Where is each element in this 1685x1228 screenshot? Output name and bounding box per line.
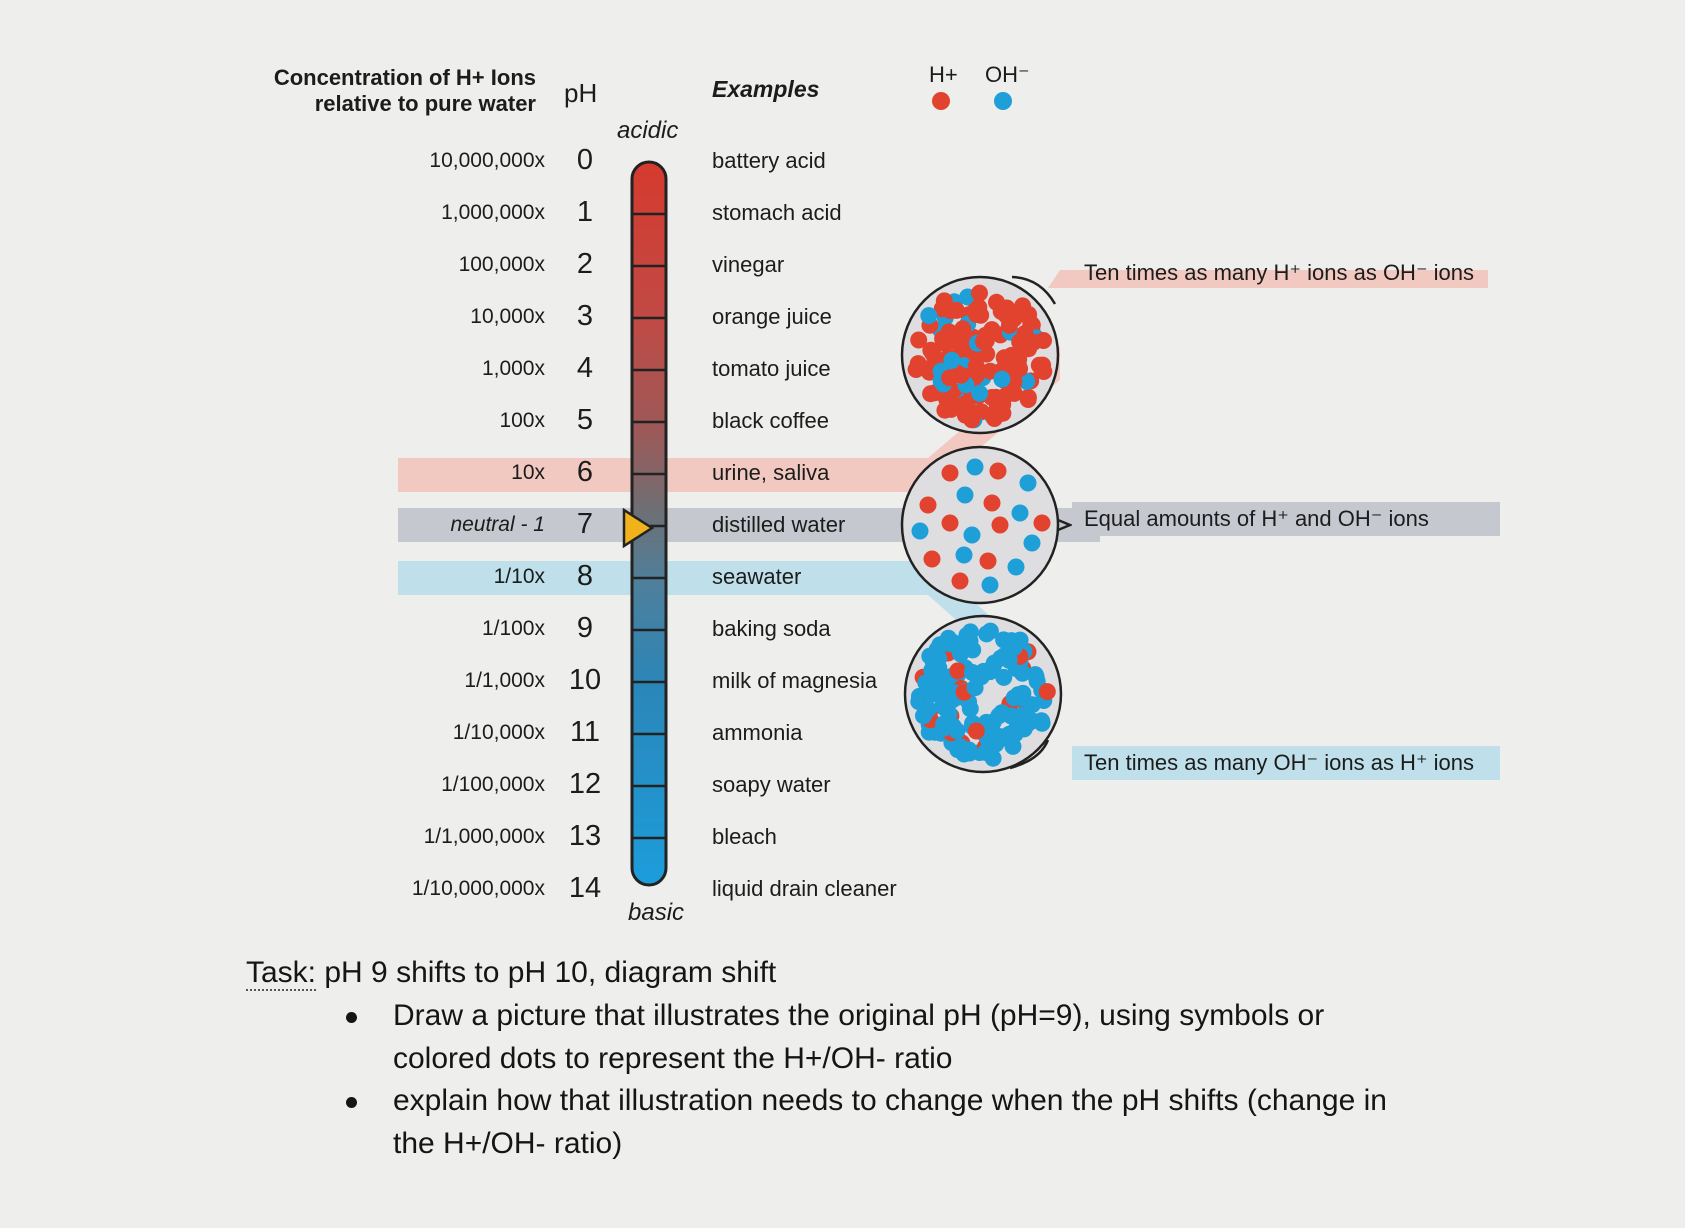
- task-label: Task:: [246, 956, 317, 989]
- example-ph-7: distilled water: [712, 512, 846, 537]
- ph-value-13: 13: [568, 820, 602, 852]
- ph-value-10: 10: [568, 664, 602, 696]
- concentration-ph-8: 1/10x: [493, 565, 545, 588]
- h-ion-dot: [941, 369, 958, 386]
- example-ph-13: bleach: [712, 824, 777, 849]
- oh-ion-dot: [1027, 666, 1044, 683]
- ph-value-14: 14: [568, 872, 602, 904]
- example-ph-6: urine, saliva: [712, 460, 830, 485]
- h-ion-dot: [958, 395, 975, 412]
- oh-ion-dot: [962, 700, 979, 717]
- concentration-ph-10: 1/1,000x: [464, 669, 545, 692]
- base-note: Ten times as many OH⁻ ions as H⁺ ions: [1072, 746, 1500, 780]
- oh-ion-dot: [921, 684, 938, 701]
- h-ion-dot: [969, 361, 986, 378]
- bullet-dot-2: [346, 1097, 357, 1108]
- oh-ion-dot: [1001, 726, 1018, 743]
- h-ion-dot: [1039, 683, 1056, 700]
- examples-header: Examples: [712, 76, 820, 102]
- acid-circle: [902, 277, 1058, 433]
- h-ion-dot: [963, 411, 980, 428]
- task-bullet-2-line-1: explain how that illustration needs to change when the pH shifts (change in: [393, 1084, 1387, 1117]
- ph-value-3: 3: [576, 300, 594, 332]
- concentration-ph-1: 1,000,000x: [441, 201, 545, 224]
- concentration-ph-13: 1/1,000,000x: [423, 825, 545, 848]
- task-bullet-1-line-1: Draw a picture that illustrates the original pH (pH=9), using symbols or: [393, 999, 1325, 1032]
- example-ph-2: vinegar: [712, 252, 785, 277]
- concentration-ph-3: 10,000x: [470, 305, 545, 328]
- oh-ion-dot: [967, 679, 984, 696]
- h-ion-dot: [942, 515, 959, 532]
- oh-ion-dot: [920, 307, 937, 324]
- ph-value-2: 2: [576, 248, 594, 280]
- h-ion-dot: [942, 465, 959, 482]
- h-ion-dot: [949, 662, 966, 679]
- h-ion-dot: [948, 302, 965, 319]
- h-ion-dot: [1014, 297, 1031, 314]
- concentration-ph-12: 1/100,000x: [441, 773, 545, 796]
- h-ion-dot: [970, 299, 987, 316]
- concentration-ph-0: 10,000,000x: [429, 149, 545, 172]
- oh-ion-dot: [956, 547, 973, 564]
- oh-ion-dot: [1024, 535, 1041, 552]
- concentration-ph-9: 1/100x: [481, 617, 545, 640]
- oh-ion-dot: [952, 738, 969, 755]
- ph-value-9: 9: [576, 612, 594, 644]
- task-bullet-1-line-2: colored dots to represent the H+/OH- ratio: [393, 1042, 953, 1075]
- oh-ion-dot: [935, 716, 952, 733]
- ph-value-12: 12: [568, 768, 602, 800]
- h-ion-dot: [920, 497, 937, 514]
- oh-ion-dot: [912, 523, 929, 540]
- example-ph-12: soapy water: [712, 772, 831, 797]
- oh-ion-dot: [1024, 696, 1041, 713]
- acidic-label: acidic: [617, 117, 679, 144]
- h-ion-dot: [984, 495, 1001, 512]
- basic-label: basic: [628, 899, 685, 926]
- h-ion-dot: [912, 359, 929, 376]
- oh-ion-dot: [957, 487, 974, 504]
- ph-header: pH: [564, 78, 598, 108]
- concentration-ph-4: 1,000x: [481, 357, 545, 380]
- oh-ion-dot: [1012, 505, 1029, 522]
- oh-legend-dot: [994, 92, 1012, 110]
- concentration-header: Concentration of H+ Ions relative to pure water: [273, 65, 536, 116]
- h-ion-dot: [988, 294, 1005, 311]
- oh-ion-dot: [1020, 475, 1037, 492]
- h-ion-dot: [992, 517, 1009, 534]
- h-ion-dot: [1001, 317, 1018, 334]
- oh-ion-dot: [964, 527, 981, 544]
- example-ph-10: milk of magnesia: [712, 668, 878, 693]
- concentration-ph-7: neutral - 1: [450, 513, 545, 536]
- oh-ion-dot: [982, 577, 999, 594]
- h-ion-dot: [922, 342, 939, 359]
- oh-ion-dot: [982, 623, 999, 640]
- concentration-ph-11: 1/10,000x: [452, 721, 545, 744]
- oh-ion-dot: [943, 352, 960, 369]
- ph-value-5: 5: [576, 404, 594, 436]
- acid-note-link: [1048, 270, 1060, 288]
- example-ph-5: black coffee: [712, 408, 830, 433]
- h-ion-dot: [994, 405, 1011, 422]
- example-ph-4: tomato juice: [712, 356, 831, 381]
- example-ph-11: ammonia: [712, 720, 803, 745]
- h-ion-dot: [990, 463, 1007, 480]
- h-ion-dot: [1034, 357, 1051, 374]
- example-ph-8: seawater: [712, 564, 802, 589]
- neutral-circle: [902, 447, 1070, 603]
- oh-ion-dot: [993, 371, 1010, 388]
- concentration-ph-5: 100x: [499, 409, 545, 432]
- h-ion-dot: [1010, 351, 1027, 368]
- task-bullet-2-line-2: the H+/OH- ratio): [393, 1127, 623, 1160]
- oh-ion-dot: [952, 645, 969, 662]
- ph-value-6: 6: [576, 456, 594, 488]
- oh-ion-dot: [982, 661, 999, 678]
- h-legend-label: H+: [929, 62, 958, 87]
- bullet-dot-1: [346, 1012, 357, 1023]
- h-ion-dot: [980, 553, 997, 570]
- ph-value-1: 1: [576, 196, 594, 228]
- oh-ion-dot: [985, 750, 1002, 767]
- task-title: [246, 951, 776, 994]
- base-circle: [905, 616, 1061, 772]
- oh-ion-dot: [931, 636, 948, 653]
- h-ion-dot: [924, 551, 941, 568]
- oh-ion-dot: [936, 699, 953, 716]
- example-ph-1: stomach acid: [712, 200, 842, 225]
- task-title-text: pH 9 shifts to pH 10, diagram shift: [316, 956, 777, 989]
- h-ion-dot: [968, 723, 985, 740]
- h-ion-dot: [975, 333, 992, 350]
- oh-ion-dot: [1008, 559, 1025, 576]
- oh-legend-label: OH⁻: [985, 62, 1030, 87]
- h-ion-dot: [952, 573, 969, 590]
- oh-ion-dot: [925, 665, 942, 682]
- ph-value-4: 4: [576, 352, 594, 384]
- neutral-note: Equal amounts of H⁺ and OH⁻ ions: [1072, 502, 1500, 536]
- acid-note: Ten times as many H⁺ ions as OH⁻ ions: [1084, 260, 1475, 285]
- example-ph-14: liquid drain cleaner: [712, 876, 897, 901]
- example-ph-0: battery acid: [712, 148, 826, 173]
- example-ph-3: orange juice: [712, 304, 832, 329]
- ph-value-11: 11: [569, 716, 601, 748]
- example-ph-9: baking soda: [712, 616, 831, 641]
- oh-ion-dot: [964, 664, 981, 681]
- ph-value-7: 7: [576, 508, 594, 540]
- concentration-ph-14: 1/10,000,000x: [411, 877, 545, 900]
- concentration-ph-6: 10x: [511, 461, 545, 484]
- oh-ion-dot: [971, 385, 988, 402]
- oh-ion-dot: [1033, 713, 1050, 730]
- h-ion-dot: [1035, 332, 1052, 349]
- h-ion-dot: [1034, 515, 1051, 532]
- ph-value-0: 0: [576, 144, 594, 176]
- h-legend-dot: [932, 92, 950, 110]
- oh-ion-dot: [920, 701, 937, 718]
- concentration-ph-2: 100,000x: [458, 253, 545, 276]
- oh-ion-dot: [967, 459, 984, 476]
- oh-ion-dot: [1001, 643, 1018, 660]
- ph-value-8: 8: [576, 560, 594, 592]
